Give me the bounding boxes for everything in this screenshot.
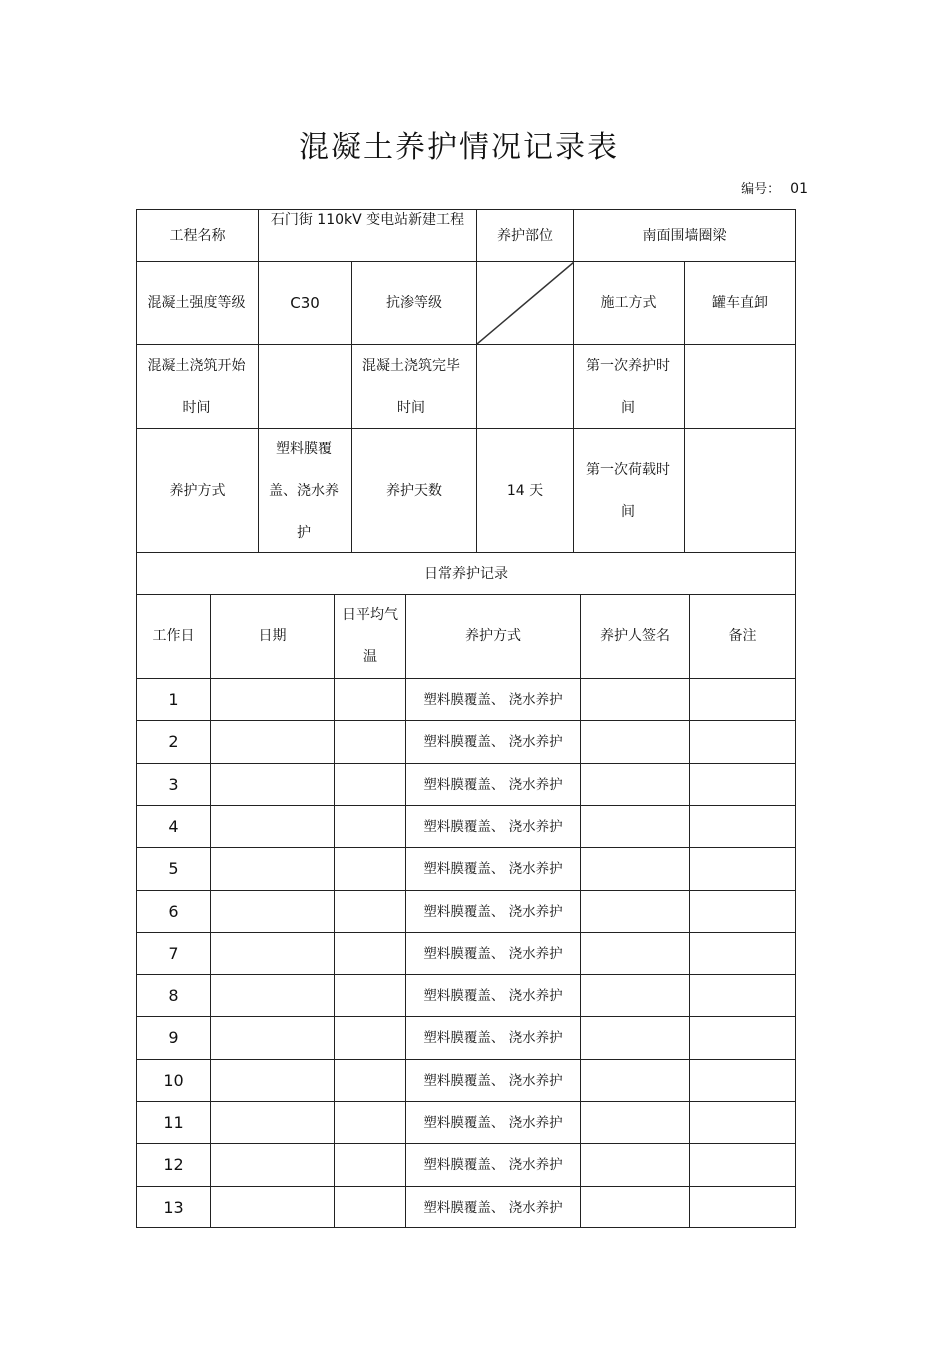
curing-method-cell[interactable]: 塑料膜覆盖、 浇水养护 (423, 1114, 563, 1131)
workday-cell: 11 (163, 1112, 184, 1132)
first-curing-label: 第一次养护时间 (586, 357, 670, 416)
avg-temp-cell[interactable] (335, 848, 405, 890)
first-load-label: 第一次荷载时间 (586, 461, 670, 520)
serial-number (741, 178, 808, 197)
note-cell[interactable] (690, 1187, 795, 1228)
header-date: 日期 (258, 628, 287, 644)
header-workday: 工作日 (152, 628, 195, 644)
pour-start-label: 混凝土浇筑开始时间 (147, 357, 246, 416)
curing-method-cell[interactable]: 塑料膜覆盖、 浇水养护 (423, 861, 563, 877)
workday-cell: 3 (168, 774, 179, 794)
first-load-value[interactable] (685, 429, 795, 552)
signer-cell[interactable] (581, 933, 689, 974)
note-cell[interactable] (690, 679, 795, 720)
curing-part-value[interactable]: 南面围墙圈梁 (642, 227, 727, 244)
avg-temp-cell[interactable] (335, 1060, 405, 1101)
note-cell[interactable] (690, 1060, 795, 1101)
avg-temp-cell[interactable] (335, 806, 405, 847)
note-cell[interactable] (690, 1144, 795, 1186)
strength-value[interactable]: C30 (290, 294, 320, 312)
note-cell[interactable] (690, 891, 795, 932)
first-curing-value[interactable] (685, 345, 795, 428)
date-cell[interactable] (211, 806, 334, 847)
curing-method-cell[interactable]: 塑料膜覆盖、 浇水养护 (423, 987, 563, 1004)
note-cell[interactable] (690, 1017, 795, 1059)
serial-label: 编号： (741, 182, 781, 197)
note-cell[interactable] (690, 764, 795, 805)
curing-days-value[interactable]: 14 天 (506, 482, 544, 499)
note-cell[interactable] (690, 933, 795, 974)
construction-method-value[interactable]: 罐车直卸 (712, 295, 768, 311)
daily-section-title: 日常养护记录 (424, 565, 508, 582)
avg-temp-cell[interactable] (335, 721, 405, 763)
avg-temp-cell[interactable] (335, 679, 405, 720)
pour-end-label: 混凝土浇筑完毕时间 (362, 357, 460, 416)
header-curing-method: 养护方式 (465, 628, 521, 644)
note-cell[interactable] (690, 848, 795, 890)
workday-cell: 5 (168, 859, 179, 878)
construction-method-label: 施工方式 (600, 295, 657, 311)
avg-temp-cell[interactable] (335, 1187, 405, 1228)
page-title: 混凝土养护情况记录表 (299, 130, 619, 165)
note-cell[interactable] (690, 975, 795, 1016)
date-cell[interactable] (211, 1102, 334, 1143)
strength-label: 混凝土强度等级 (147, 295, 246, 311)
pour-start-value[interactable] (259, 345, 351, 428)
signer-cell[interactable] (581, 806, 689, 847)
avg-temp-cell[interactable] (335, 1017, 405, 1059)
curing-method-cell[interactable]: 塑料膜覆盖、 浇水养护 (423, 691, 563, 708)
pour-end-value[interactable] (477, 345, 573, 428)
workday-cell: 1 (168, 689, 179, 709)
workday-cell: 6 (168, 901, 179, 921)
date-cell[interactable] (211, 764, 334, 805)
project-name-value[interactable]: 石门街 110kV 变电站新建工程 (270, 212, 465, 228)
avg-temp-cell[interactable] (335, 1144, 405, 1186)
impermeability-label: 抗渗等级 (386, 295, 442, 311)
curing-method-value[interactable]: 塑料膜覆盖、浇水养护 (269, 440, 339, 541)
project-name-label: 工程名称 (169, 227, 226, 244)
curing-method-cell[interactable]: 塑料膜覆盖、 浇水养护 (423, 1199, 563, 1216)
signer-cell[interactable] (581, 1144, 689, 1186)
curing-method-cell[interactable]: 塑料膜覆盖、 浇水养护 (423, 776, 563, 793)
avg-temp-cell[interactable] (335, 975, 405, 1016)
date-cell[interactable] (211, 975, 334, 1016)
signer-cell[interactable] (581, 1017, 689, 1059)
workday-cell: 10 (163, 1070, 184, 1090)
workday-cell: 4 (168, 816, 179, 836)
signer-cell[interactable] (581, 679, 689, 720)
note-cell[interactable] (690, 721, 795, 763)
date-cell[interactable] (211, 679, 334, 720)
workday-cell: 9 (168, 1028, 179, 1047)
signer-cell[interactable] (581, 1187, 689, 1228)
not-applicable-slash (477, 262, 574, 344)
date-cell[interactable] (211, 721, 334, 763)
workday-cell: 7 (168, 943, 179, 963)
note-cell[interactable] (690, 1102, 795, 1143)
signer-cell[interactable] (581, 891, 689, 932)
curing-method-cell[interactable]: 塑料膜覆盖、 浇水养护 (423, 734, 563, 750)
signer-cell[interactable] (581, 848, 689, 890)
date-cell[interactable] (211, 933, 334, 974)
workday-cell: 8 (168, 985, 179, 1005)
curing-method-cell[interactable]: 塑料膜覆盖、 浇水养护 (423, 818, 563, 835)
avg-temp-cell[interactable] (335, 1102, 405, 1143)
curing-method-cell[interactable]: 塑料膜覆盖、 浇水养护 (423, 1072, 563, 1089)
workday-cell: 13 (163, 1197, 184, 1217)
signer-cell[interactable] (581, 1102, 689, 1143)
header-signer: 养护人签名 (600, 628, 670, 644)
workday-cell: 12 (163, 1155, 184, 1174)
signer-cell[interactable] (581, 721, 689, 763)
header-avg-temp: 日平均气温 (342, 607, 398, 665)
serial-value: 01 (790, 181, 808, 197)
note-cell[interactable] (690, 806, 795, 847)
header-note: 备注 (728, 628, 757, 644)
signer-cell[interactable] (581, 1060, 689, 1101)
curing-method-cell[interactable]: 塑料膜覆盖、 浇水养护 (423, 903, 563, 920)
date-cell[interactable] (211, 1144, 334, 1186)
signer-cell[interactable] (581, 764, 689, 805)
curing-part-label: 养护部位 (497, 227, 553, 244)
workday-cell: 2 (168, 732, 179, 751)
date-cell[interactable] (211, 891, 334, 932)
avg-temp-cell[interactable] (335, 891, 405, 932)
curing-method-cell[interactable]: 塑料膜覆盖、 浇水养护 (423, 1030, 563, 1046)
date-cell[interactable] (211, 1017, 334, 1059)
curing-days-label: 养护天数 (386, 482, 442, 499)
date-cell[interactable] (211, 1060, 334, 1101)
date-cell[interactable] (211, 848, 334, 890)
signer-cell[interactable] (581, 975, 689, 1016)
curing-method-label: 养护方式 (169, 482, 226, 499)
avg-temp-cell[interactable] (335, 764, 405, 805)
curing-method-cell[interactable]: 塑料膜覆盖、 浇水养护 (423, 1157, 563, 1173)
curing-method-cell[interactable]: 塑料膜覆盖、 浇水养护 (423, 945, 563, 962)
date-cell[interactable] (211, 1187, 334, 1228)
avg-temp-cell[interactable] (335, 933, 405, 974)
